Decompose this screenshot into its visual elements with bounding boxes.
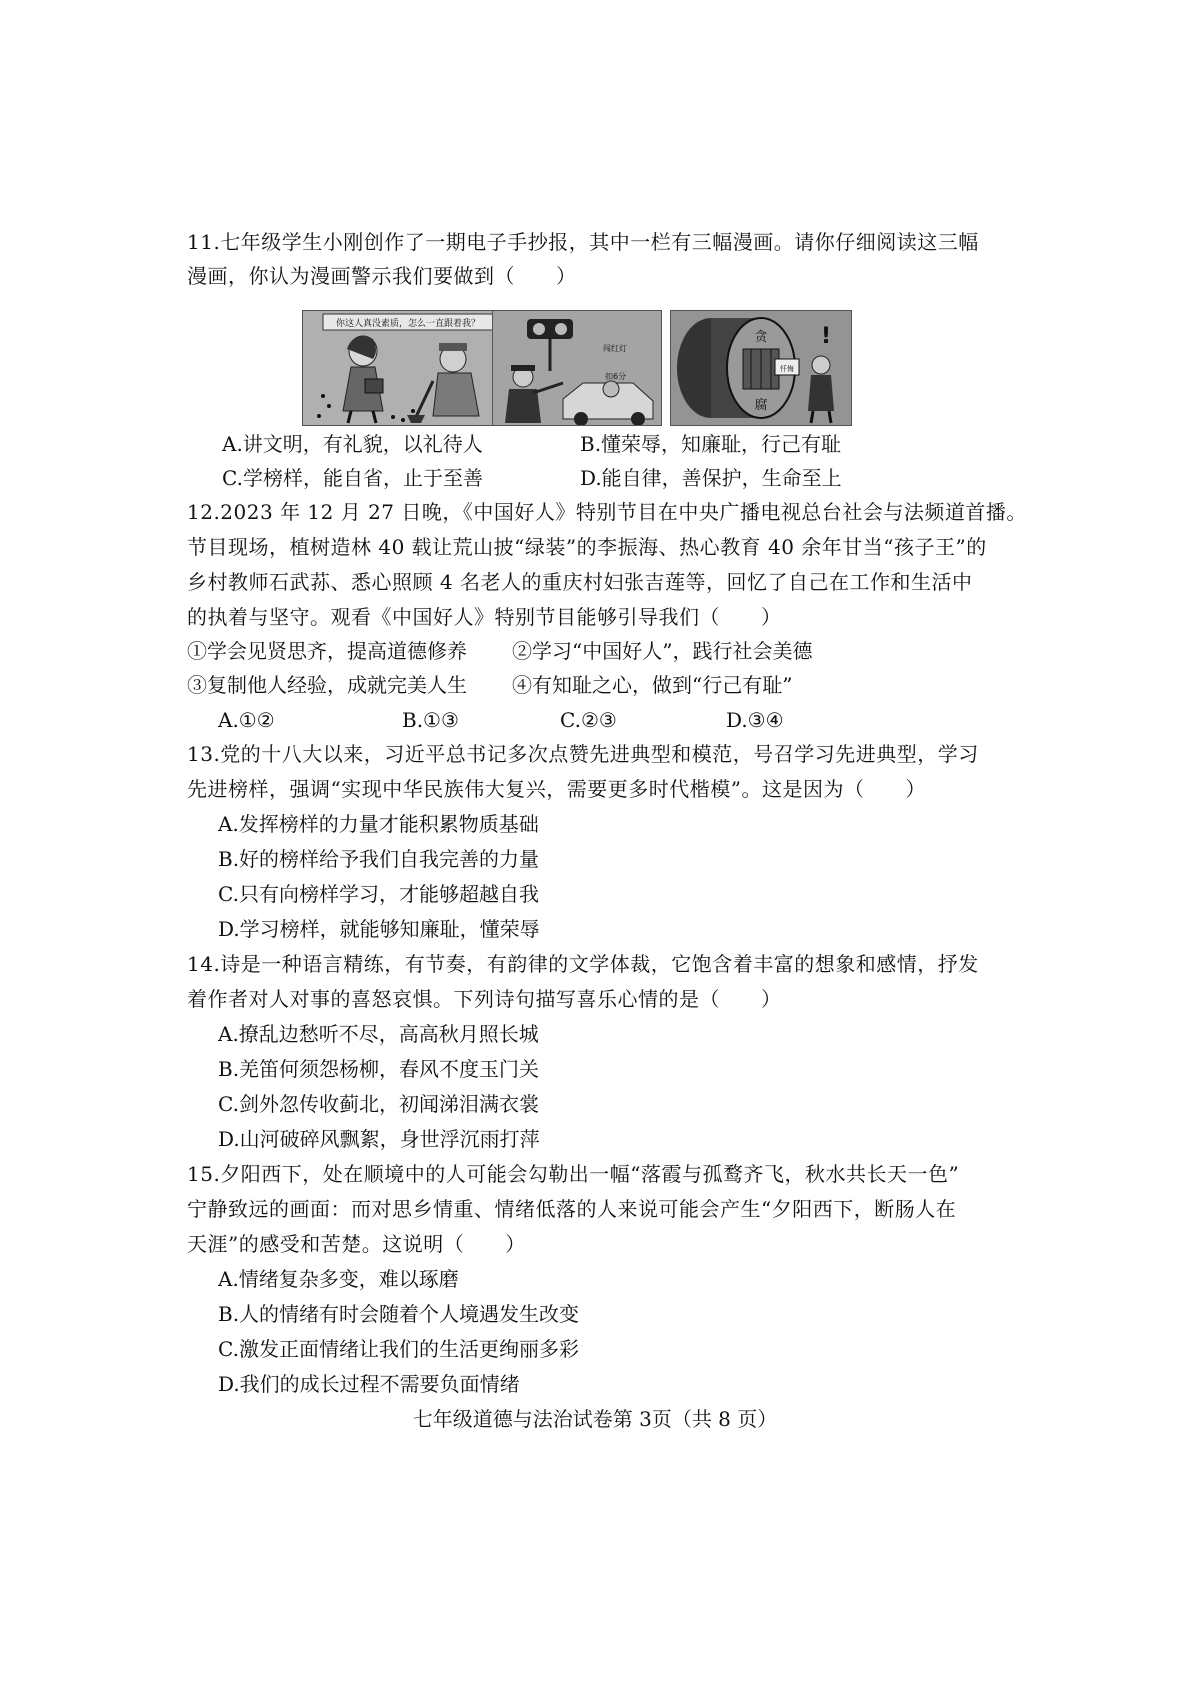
q11-option-a: A.讲文明，有礼貌，以礼待人 [222,432,483,456]
q12-item-3: ③复制他人经验，成就完美人生 [187,673,467,697]
q11-stem-line-1: 11.七年级学生小刚创作了一期电子手抄报，其中一栏有三幅漫画。请你仔细阅读这三幅 [187,230,979,254]
q12-item-2: ②学习“中国好人”，践行社会美德 [512,639,813,663]
q12-option-a: A.①② [218,708,275,732]
q14-stem-line-1: 14.诗是一种语言精练，有节奏，有韵律的文学体裁，它饱含着丰富的想象和感情，抒发 [187,952,979,976]
q15-option-c: C.激发正面情绪让我们的生活更绚丽多彩 [218,1337,579,1361]
q14-option-b: B.羌笛何须怨杨柳，春风不度玉门关 [218,1057,540,1081]
q12-option-b: B.①③ [402,708,459,732]
comic-1-caption: 你这人真没素质，怎么一直跟着我？ [335,319,481,329]
q11-option-b: B.懂荣辱，知廉耻，行己有耻 [580,432,842,456]
q14-option-d: D.山河破碎风飘絮，身世浮沉雨打萍 [218,1127,540,1151]
q12-item-4: ④有知耻之心，做到“行己有耻” [512,673,793,697]
q13-option-c: C.只有向榜样学习，才能够超越自我 [218,882,539,906]
q13-option-d: D.学习榜样，就能够知廉耻，懂荣辱 [218,917,540,941]
comic-3-caption-a: 贪 [754,330,768,345]
comic-2-caption-a: 闯红灯 [603,344,627,353]
q12-option-c: C.②③ [560,708,617,732]
q15-option-b: B.人的情绪有时会随着个人境遇发生改变 [218,1302,580,1326]
q13-stem-line-1: 13.党的十八大以来，习近平总书记多次点赞先进典型和模范，号召学习先进典型，学习 [187,742,979,766]
q15-stem-line-3: 天涯”的感受和苦楚。这说明（ ） [187,1232,526,1256]
q12-stem-line-3: 乡村教师石武荪、悉心照顾 4 名老人的重庆村妇张吉莲等，回忆了自己在工作和生活中 [187,570,973,594]
q13-stem-line-2: 先进榜样，强调“实现中华民族伟大复兴，需要更多时代楷模”。这是因为（ ） [187,777,926,801]
q13-option-a: A.发挥榜样的力量才能积累物质基础 [218,812,539,836]
q11-option-c: C.学榜样，能自省，止于至善 [222,466,483,490]
q14-option-a: A.撩乱边愁听不尽，高高秋月照长城 [218,1022,539,1046]
comic-3-caption-b: 腐 [754,398,768,413]
comic-3-caption-c: 忏悔 [780,365,794,373]
q15-option-a: A.情绪复杂多变，难以琢磨 [218,1267,459,1291]
comic-3-illustration [671,311,851,425]
q15-option-d: D.我们的成长过程不需要负面情绪 [218,1372,520,1396]
q15-stem-line-1: 15.夕阳西下，处在顺境中的人可能会勾勒出一幅“落霞与孤鹜齐飞，秋水共长天一色” [187,1162,960,1186]
page-footer: 七年级道德与法治试卷第 3页（共 8 页） [412,1407,778,1431]
q12-stem-line-4: 的执着与坚守。观看《中国好人》特别节目能够引导我们（ ） [187,605,782,629]
q12-option-d: D.③④ [726,708,784,732]
q11-option-d: D.能自律，善保护，生命至上 [580,466,842,490]
q12-stem-line-1: 12.2023 年 12 月 27 日晚，《中国好人》特别节目在中央广播电视总台社会与法频道首播。 [187,500,1027,524]
q15-stem-line-2: 宁静致远的画面：而对思乡情重、情绪低落的人来说可能会产生“夕阳西下，断肠人在 [187,1197,957,1221]
comic-2-caption-b: 扣6分 [605,372,627,381]
comic-panel-1 [302,310,504,426]
q13-option-b: B.好的榜样给予我们自我完善的力量 [218,847,540,871]
q11-comic-strip [302,310,892,424]
comic-1-illustration [303,311,503,425]
comic-panel-2 [492,310,662,426]
svg-text:!: ! [821,324,832,349]
q14-stem-line-2: 着作者对人对事的喜怒哀惧。下列诗句描写喜乐心情的是（ ） [187,987,782,1011]
q12-item-1: ①学会见贤思齐，提高道德修养 [187,639,467,663]
q11-stem-line-2: 漫画，你认为漫画警示我们要做到（ ） [187,264,577,288]
comic-2-illustration [493,311,661,425]
q14-option-c: C.剑外忽传收蓟北，初闻涕泪满衣裳 [218,1092,539,1116]
comic-panel-3 [670,310,852,426]
q12-stem-line-2: 节目现场，植树造林 40 载让荒山披“绿装”的李振海、热心教育 40 余年甘当“孩子王”的 [187,535,987,559]
